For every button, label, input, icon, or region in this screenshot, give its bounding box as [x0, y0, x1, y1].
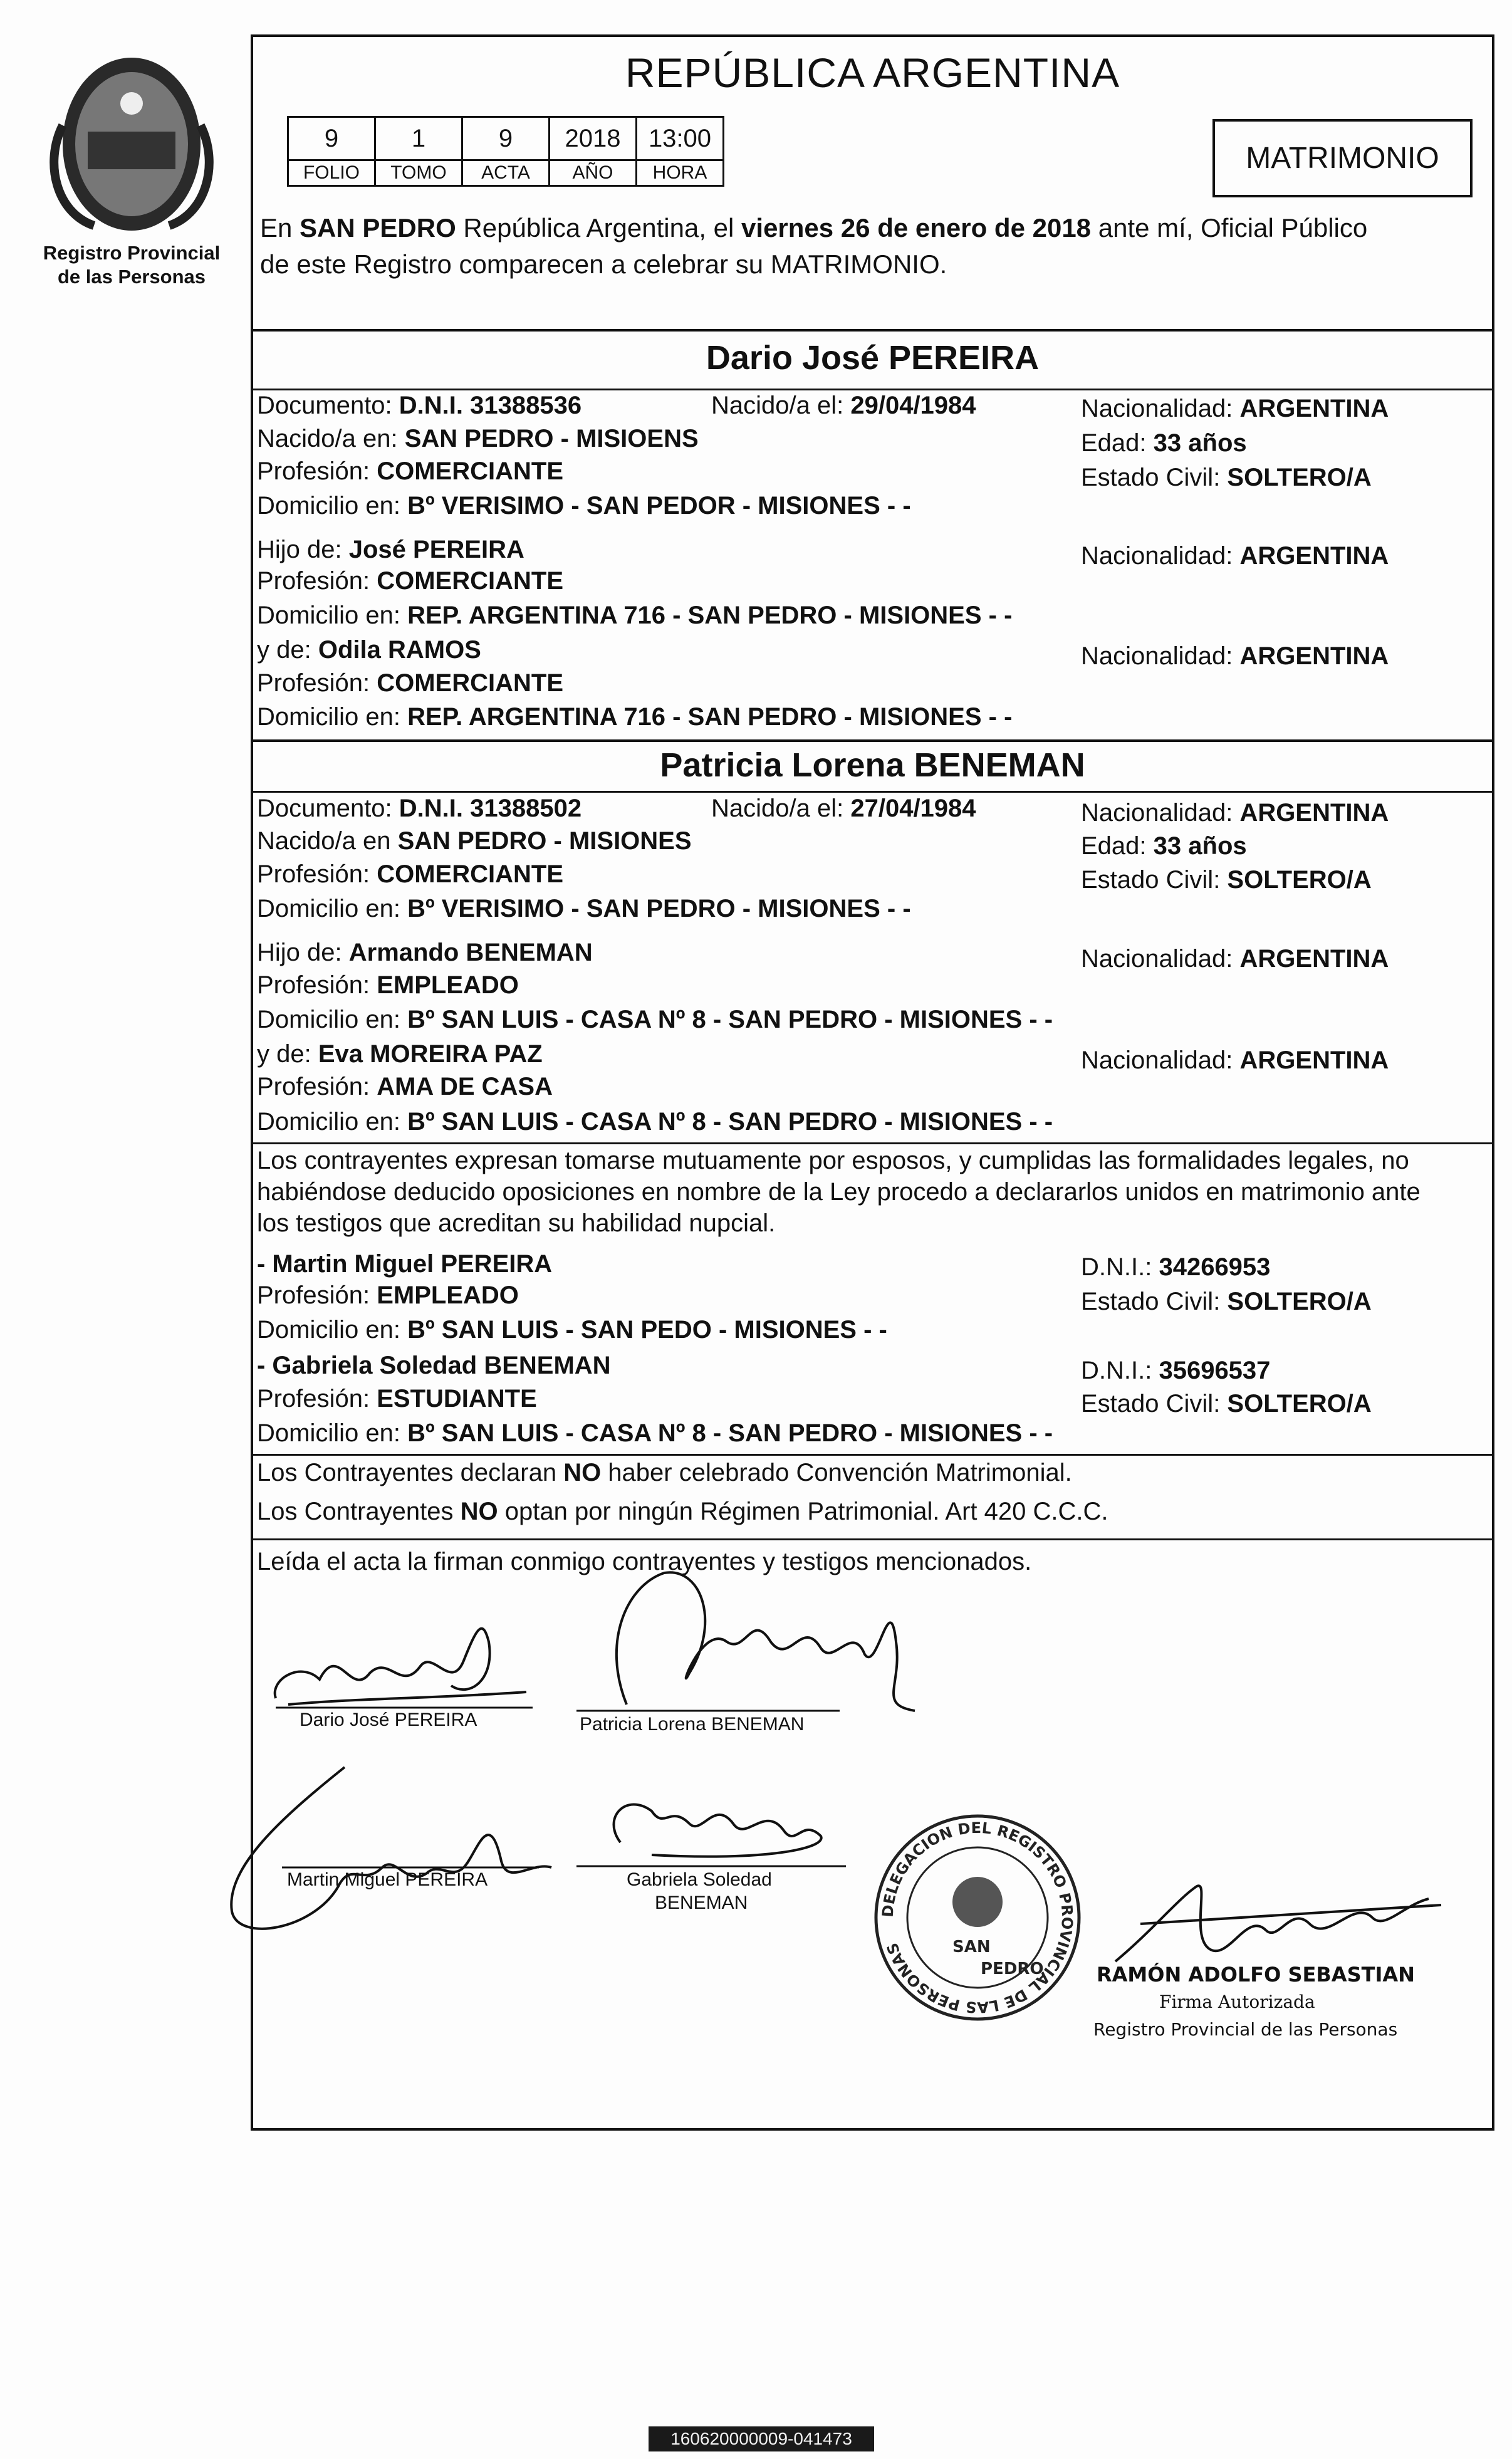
spouse1-mother — [257, 636, 481, 664]
value: SOLTERO/A — [1227, 1390, 1372, 1417]
tomo-label: TOMO — [375, 160, 462, 186]
value: Bº SAN LUIS - CASA Nº 8 - SAN PEDRO - MISIONES - - — [407, 1419, 1053, 1447]
label: Profesión: — [257, 860, 377, 888]
spouse2-profession — [257, 860, 563, 889]
divider — [251, 1142, 1494, 1144]
label: Domicilio en: — [257, 1108, 408, 1136]
closing-statement: Leída el acta la firman conmigo contrayentes y testigos mencionados. — [257, 1548, 1032, 1575]
declaration-line1: Los contrayentes expresan tomarse mutuamente por esposos, y cumplidas las formalidades legales, no — [257, 1147, 1409, 1174]
label: Domicilio en: — [257, 703, 408, 731]
label: Nacionalidad: — [1081, 642, 1240, 670]
official-name: RAMÓN ADOLFO SEBASTIAN — [1097, 1963, 1415, 1987]
label: Nacionalidad: — [1081, 1047, 1240, 1074]
label: Profesión: — [257, 567, 377, 595]
stamp-ring-text: DELEGACION DEL REGISTRO PROVINCIAL DE LAS PERSONAS — [879, 1819, 1077, 2017]
signature-label-witness2-line2: BENEMAN — [655, 1893, 748, 1913]
document-code: 160620000009-041473 — [649, 2426, 874, 2451]
official-stamp — [871, 1811, 1084, 2027]
label: Profesión: — [257, 1385, 377, 1412]
spouse1-mother-profession — [257, 669, 563, 697]
label: Profesión: — [257, 971, 377, 999]
label: Profesión: — [257, 1282, 377, 1309]
official-office: Registro Provincial de las Personas — [1093, 2019, 1398, 2040]
label: Nacido/a en: — [257, 425, 405, 452]
official-role: Firma Autorizada — [1159, 1992, 1315, 2012]
intro-text: República Argentina, el — [456, 213, 742, 243]
value: Bº SAN LUIS - SAN PEDO - MISIONES - - — [407, 1316, 887, 1344]
spouse2-age — [1081, 832, 1247, 860]
label: Edad: — [1081, 832, 1154, 860]
label: Domicilio en: — [257, 492, 408, 519]
value: SOLTERO/A — [1227, 866, 1372, 894]
label: Domicilio en: — [257, 1316, 408, 1344]
value: ARGENTINA — [1239, 542, 1389, 570]
value: 27/04/1984 — [850, 795, 976, 822]
label: Edad: — [1081, 429, 1154, 457]
spouse2-birthdate — [711, 795, 976, 823]
label: Hijo de: — [257, 536, 349, 563]
intro-line2: de este Registro comparecen a celebrar su MATRIMONIO. — [260, 249, 947, 279]
value: REP. ARGENTINA 716 - SAN PEDRO - MISIONES - - — [407, 703, 1013, 731]
spouse1-father-address — [257, 602, 1012, 630]
text-bold: NO — [563, 1459, 602, 1486]
anio-value: 2018 — [550, 117, 637, 160]
witness1-profession — [257, 1282, 519, 1310]
tomo-value: 1 — [375, 117, 462, 160]
divider — [251, 1454, 1494, 1456]
signature-scribble-icon — [576, 1767, 852, 1880]
label: Profesión: — [257, 669, 377, 697]
value: Armando BENEMAN — [348, 939, 593, 966]
text: Los Contrayentes declaran — [257, 1459, 564, 1486]
value: ARGENTINA — [1239, 395, 1389, 422]
signature-label-spouse2: Patricia Lorena BENEMAN — [580, 1714, 805, 1735]
logo-caption — [6, 241, 257, 289]
label: y de: — [257, 1040, 318, 1068]
spouse2-father-nationality — [1081, 945, 1389, 973]
spouse1-age — [1081, 429, 1247, 457]
value: SOLTERO/A — [1227, 1288, 1372, 1315]
witness2-address — [257, 1419, 1053, 1448]
signature-scribble-icon — [564, 1548, 927, 1723]
divider — [251, 739, 1494, 742]
witness1-address — [257, 1316, 887, 1344]
logo-caption-line2: de las Personas — [57, 266, 206, 288]
divider — [251, 791, 1494, 793]
hora-label: HORA — [637, 160, 724, 186]
value: Bº SAN LUIS - CASA Nº 8 - SAN PEDRO - MISIONES - - — [407, 1006, 1053, 1033]
spouse2-doc — [257, 795, 581, 823]
label: Nacido/a en — [257, 827, 398, 855]
label: Nacionalidad: — [1081, 395, 1240, 422]
spouse1-name: Dario José PEREIRA — [706, 339, 1040, 377]
regime-statement — [257, 1498, 1108, 1526]
value: SOLTERO/A — [1227, 464, 1372, 491]
label: Estado Civil: — [1081, 464, 1228, 491]
spouse1-father-nationality — [1081, 542, 1389, 570]
value: ARGENTINA — [1239, 799, 1389, 827]
intro-place: SAN PEDRO — [300, 213, 456, 243]
page-title: REPÚBLICA ARGENTINA — [625, 50, 1120, 96]
spouse2-father — [257, 939, 593, 967]
value: ARGENTINA — [1239, 1047, 1389, 1074]
witness2-name: - Gabriela Soledad BENEMAN — [257, 1352, 611, 1379]
label: Domicilio en: — [257, 895, 408, 922]
text-bold: NO — [460, 1498, 498, 1525]
value: EMPLEADO — [377, 1282, 519, 1309]
signature-label-spouse1: Dario José PEREIRA — [300, 1710, 477, 1730]
signature-label-witness1: Martin Miguel PEREIRA — [287, 1869, 488, 1890]
value: Bº VERISIMO - SAN PEDRO - MISIONES - - — [407, 895, 911, 922]
spouse1-civil-status — [1081, 464, 1372, 492]
registry-table — [287, 116, 724, 187]
label: Domicilio en: — [257, 602, 408, 629]
spouse1-mother-nationality — [1081, 642, 1389, 671]
value: SAN PEDRO - MISIONES — [397, 827, 692, 855]
declaration-line3: los testigos que acreditan su habilidad nupcial. — [257, 1209, 776, 1237]
label: Documento: — [257, 392, 399, 419]
spouse2-name: Patricia Lorena BENEMAN — [660, 746, 1085, 784]
label: Domicilio en: — [257, 1419, 408, 1447]
witness2-profession — [257, 1385, 537, 1413]
acta-label: ACTA — [462, 160, 550, 186]
spouse1-birthplace — [257, 425, 699, 453]
signature-label-witness2-line1: Gabriela Soledad — [627, 1869, 772, 1890]
spouse1-father-profession — [257, 567, 563, 595]
declaration-line2: habiéndose deducido oposiciones en nombre de la Ley procedo a declararlos unidos en matrimonio ante — [257, 1178, 1421, 1206]
label: D.N.I.: — [1081, 1357, 1159, 1384]
value: COMERCIANTE — [377, 669, 563, 697]
spouse2-address — [257, 895, 911, 923]
spouse1-nationality — [1081, 395, 1389, 423]
value: Odila RAMOS — [318, 636, 481, 664]
spouse1-doc — [257, 392, 581, 420]
folio-label: FOLIO — [288, 160, 375, 186]
label: Nacionalidad: — [1081, 542, 1240, 570]
signature-scribble-icon — [188, 1742, 564, 1949]
value: 29/04/1984 — [850, 392, 976, 419]
intro-text: ante mí, Oficial Público — [1091, 213, 1368, 243]
value: D.N.I. 31388502 — [399, 795, 582, 822]
coat-of-arms-logo — [25, 50, 238, 241]
value: ARGENTINA — [1239, 945, 1389, 973]
provincia-misiones-shield-icon — [25, 50, 238, 238]
value: COMERCIANTE — [377, 860, 563, 888]
spouse2-nationality — [1081, 799, 1389, 827]
value: 33 años — [1153, 832, 1247, 860]
label: Nacido/a el: — [711, 392, 851, 419]
stamp-center-a: SAN — [952, 1938, 991, 1956]
divider — [251, 389, 1494, 390]
spouse2-mother — [257, 1040, 543, 1068]
value: EMPLEADO — [377, 971, 519, 999]
value: SAN PEDRO - MISIOENS — [404, 425, 699, 452]
witness2-dni — [1081, 1357, 1270, 1385]
text: Los Contrayentes — [257, 1498, 461, 1525]
witness1-name: - Martin Miguel PEREIRA — [257, 1250, 553, 1278]
hora-value: 13:00 — [637, 117, 724, 160]
spouse1-mother-address — [257, 703, 1012, 731]
value: D.N.I. 31388536 — [399, 392, 582, 419]
intro-date: viernes 26 de enero de 2018 — [741, 213, 1092, 243]
convention-statement — [257, 1459, 1072, 1487]
spouse2-civil-status — [1081, 866, 1372, 894]
spouse1-address — [257, 492, 911, 520]
value: Bº SAN LUIS - CASA Nº 8 - SAN PEDRO - MISIONES - - — [407, 1108, 1053, 1136]
value: Eva MOREIRA PAZ — [318, 1040, 543, 1068]
spouse2-mother-profession — [257, 1073, 553, 1101]
spouse2-father-profession — [257, 971, 519, 1000]
value: 33 años — [1153, 429, 1247, 457]
value: 35696537 — [1159, 1357, 1271, 1384]
intro-text: En — [260, 213, 300, 243]
text: haber celebrado Convención Matrimonial. — [601, 1459, 1072, 1486]
value: COMERCIANTE — [377, 567, 563, 595]
spouse2-mother-address — [257, 1108, 1053, 1136]
value: Bº VERISIMO - SAN PEDOR - MISIONES - - — [407, 492, 911, 519]
label: Estado Civil: — [1081, 1288, 1228, 1315]
acta-value: 9 — [462, 117, 550, 160]
value: ARGENTINA — [1239, 642, 1389, 670]
value: 34266953 — [1159, 1253, 1271, 1281]
stamp-center-b: PEDRO — [981, 1960, 1044, 1978]
witness2-civil-status — [1081, 1390, 1372, 1418]
stamp-seal-icon — [871, 1811, 1084, 2024]
label: Profesión: — [257, 1073, 377, 1100]
label: Estado Civil: — [1081, 1390, 1228, 1417]
text: optan por ningún Régimen Patrimonial. Art 420 C.C.C. — [498, 1498, 1108, 1525]
value: AMA DE CASA — [377, 1073, 553, 1100]
label: Estado Civil: — [1081, 866, 1228, 894]
witness1-civil-status — [1081, 1288, 1372, 1316]
value: REP. ARGENTINA 716 - SAN PEDRO - MISIONES - - — [407, 602, 1013, 629]
label: Domicilio en: — [257, 1006, 408, 1033]
label: Documento: — [257, 795, 399, 822]
label: Nacionalidad: — [1081, 799, 1240, 827]
intro-paragraph — [260, 210, 1488, 283]
spouse2-father-address — [257, 1006, 1053, 1034]
label: Nacido/a el: — [711, 795, 851, 822]
value: José PEREIRA — [348, 536, 524, 563]
spouse2-mother-nationality — [1081, 1047, 1389, 1075]
label: D.N.I.: — [1081, 1253, 1159, 1281]
spouse2-birthplace — [257, 827, 692, 855]
folio-value: 9 — [288, 117, 375, 160]
label: Nacionalidad: — [1081, 945, 1240, 973]
label: y de: — [257, 636, 318, 664]
spouse1-profession — [257, 457, 563, 486]
spouse1-birthdate — [711, 392, 976, 420]
label: Profesión: — [257, 457, 377, 485]
divider — [251, 329, 1494, 332]
label: Hijo de: — [257, 939, 349, 966]
record-type-box: MATRIMONIO — [1212, 119, 1473, 197]
logo-caption-line1: Registro Provincial — [43, 242, 221, 264]
value: ESTUDIANTE — [377, 1385, 537, 1412]
divider — [251, 1538, 1494, 1540]
anio-label: AÑO — [550, 160, 637, 186]
signature-scribble-icon — [263, 1604, 539, 1723]
witness1-dni — [1081, 1253, 1270, 1282]
spouse1-father — [257, 536, 524, 564]
value: COMERCIANTE — [377, 457, 563, 485]
